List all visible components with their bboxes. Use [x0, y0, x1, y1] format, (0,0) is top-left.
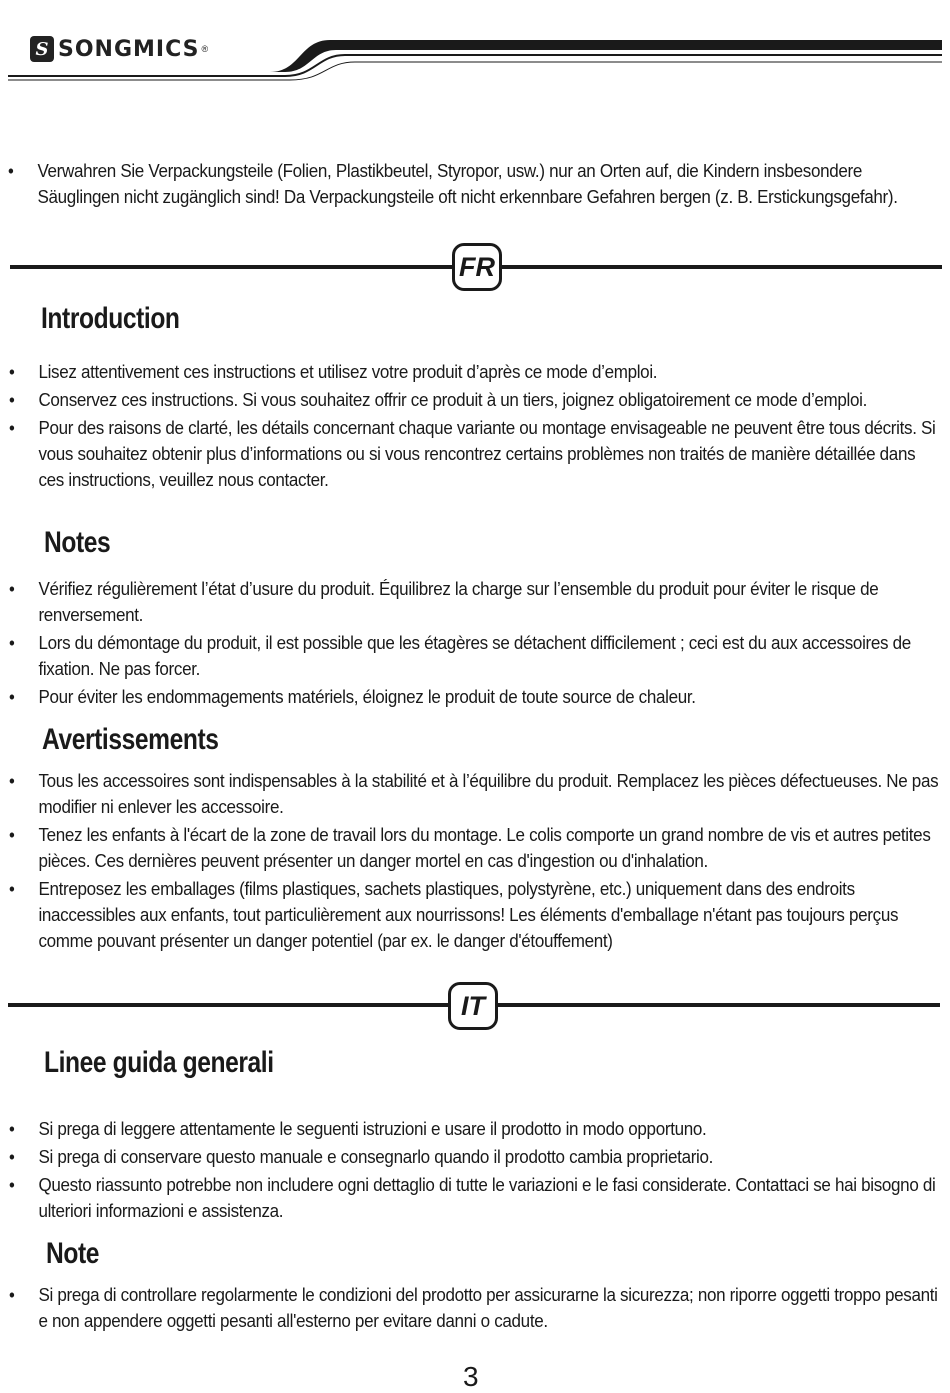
- section-title-note: Note: [46, 1237, 100, 1270]
- it-guide-list: [9, 1116, 950, 1224]
- registered-mark: ®: [201, 44, 209, 54]
- de-bullet-list: [8, 158, 950, 210]
- list-item: • Si prega di controllare regolarmente le condizioni del prodotto per assicurarne la sicurezza; non riporre oggetti troppo pesanti e non appendere oggetti pesanti all'esterno per evitare danni o cadute.: [9, 1282, 945, 1334]
- brand-logo-icon: S: [30, 36, 54, 62]
- section-title-avertissements: Avertissements: [42, 723, 219, 756]
- fr-intro-list: [9, 359, 950, 493]
- list-item: • Verwahren Sie Verpackungsteile (Folien, Plastikbeutel, Styropor, usw.) nur an Orten auf, die Kindern insbesondere Säuglingen nicht zugänglich sind! Da Verpackungsteile oft nicht erkennbare Gefahren bergen (z. B. Erstickungsgefahr).: [8, 158, 946, 210]
- list-item: • Questo riassunto potrebbe non includere ogni dettaglio di tutte le variazioni e le fasi considerate. Contattaci se hai bisogno di ulteriori informazioni e assistenza.: [9, 1172, 945, 1224]
- list-item: • Lisez attentivement ces instructions et utilisez votre produit d’après ce mode d’emploi.: [9, 359, 945, 385]
- list-item: • Entreposez les emballages (films plastiques, sachets plastiques, polystyrène, etc.) uniquement dans des endroits inaccessibles aux enfants, tout particulièrement aux nourrissons! Les éléments d'emballage n'étant pas toujours perçus comme pouvant présenter un danger potentiel (par ex. le danger d'étouffement): [9, 876, 945, 954]
- brand-name: SONGMICS: [58, 36, 200, 62]
- section-title-linee-guida: Linee guida generali: [44, 1046, 274, 1079]
- fr-notes-list: [9, 576, 950, 710]
- section-title-notes: Notes: [44, 526, 111, 559]
- section-title-introduction: Introduction: [41, 302, 180, 335]
- list-item: • Lors du démontage du produit, il est possible que les étagères se détachent difficilement ; ceci est du aux accessoires de fixation. Ne pas forcer.: [9, 630, 945, 682]
- fr-warnings-list: [9, 768, 950, 954]
- page-number: 3: [463, 1361, 479, 1392]
- list-item: • Vérifiez régulièrement l’état d’usure du produit. Équilibrez la charge sur l’ensemble du produit pour éviter le risque de renversement.: [9, 576, 945, 628]
- list-item: • Si prega di conservare questo manuale e consegnarlo quando il prodotto cambia proprietario.: [9, 1144, 945, 1170]
- list-item: • Tous les accessoires sont indispensables à la stabilité et à l’équilibre du produit. Remplacez les pièces défectueuses. Ne pas modifier ni enlever les accessoire.: [9, 768, 945, 820]
- language-badge-fr: FR: [452, 243, 502, 291]
- language-badge-it: IT: [448, 982, 498, 1030]
- list-item: • Conservez ces instructions. Si vous souhaitez offrir ce produit à un tiers, joignez obligatoirement ce mode d’emploi.: [9, 387, 945, 413]
- list-item: • Si prega di leggere attentamente le seguenti istruzioni e usare il prodotto in modo opportuno.: [9, 1116, 945, 1142]
- it-note-list: [9, 1282, 950, 1334]
- brand-logo: [30, 36, 208, 62]
- list-item: • Pour éviter les endommagements matériels, éloignez le produit de toute source de chaleur.: [9, 684, 945, 710]
- page-header: [0, 0, 950, 90]
- list-item: • Pour des raisons de clarté, les détails concernant chaque variante ou montage envisageable ne peuvent être tous décrits. Si vous souhaitez obtenir plus d’informations ou si vous rencontrez certains problèmes non traités de manière détaillée dans ces instructions, veuillez nous contacter.: [9, 415, 945, 493]
- list-item: • Tenez les enfants à l'écart de la zone de travail lors du montage. Le colis comporte un grand nombre de vis et autres petites pièces. Ces dernières peuvent présenter un danger mortel en cas d'ingestion ou d'inhalation.: [9, 822, 945, 874]
